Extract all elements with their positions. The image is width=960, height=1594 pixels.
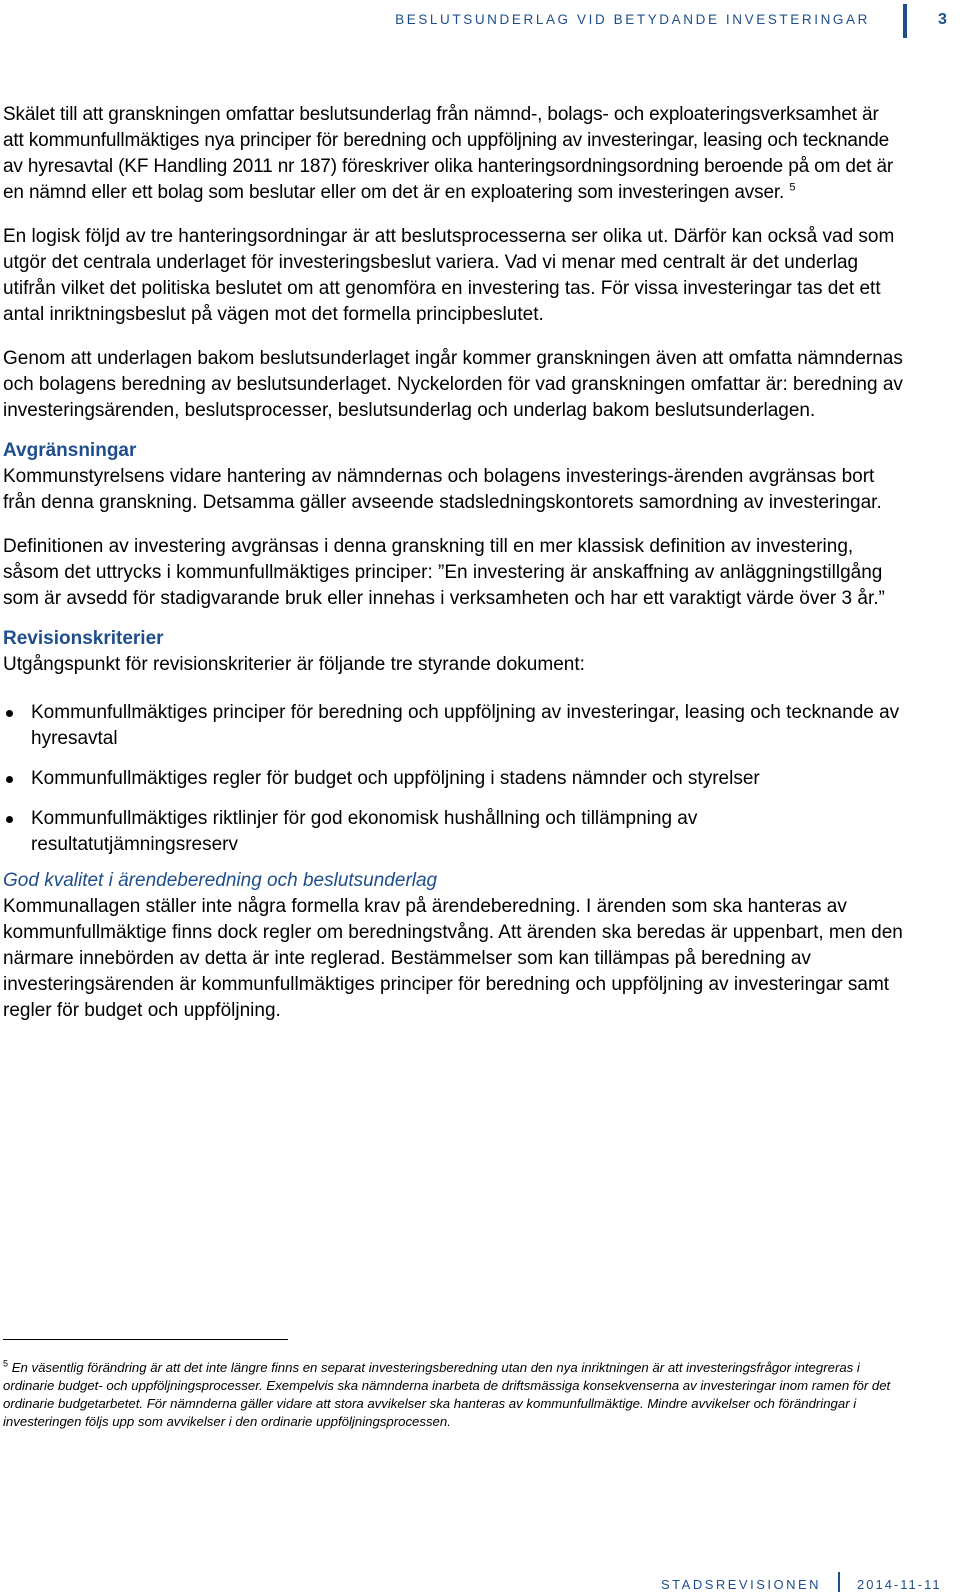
footnote-number: 5 — [3, 1358, 9, 1369]
document-body — [3, 102, 903, 1042]
paragraph-1-text: Skälet till att granskningen omfattar beslutsunderlag från nämnd-, bolags- och exploateringsverksamhet är att kommunfullmäktiges nya principer för beredning och uppföljning av investeringar, leasing och tecknande av hyresavtal (KF Handling 2011 nr 187) föreskriver olika hanteringsordningsordning beroende på om det är en nämnd eller ett bolag som beslutar eller om det är en exploatering som investeringen avser. — [3, 104, 894, 203]
bullet-icon — [6, 816, 13, 823]
paragraph-1 — [3, 102, 903, 206]
paragraph-6: Utgångspunkt för revisionskriterier är följande tre styrande dokument: — [3, 654, 585, 675]
footer-date: 2014-11-11 — [857, 1577, 942, 1592]
list-item: Kommunfullmäktiges principer för beredning och uppföljning av investeringar, leasing och tecknande av hyresavtal — [3, 700, 903, 752]
page-number: 3 — [938, 11, 947, 28]
bullet-icon — [6, 710, 13, 717]
footnote-reference: 5 — [789, 181, 796, 194]
paragraph-3: Genom att underlagen bakom beslutsunderlaget ingår kommer granskningen även att omfatta nämndernas och bolagens beredning av beslutsunderlaget. Nyckelorden för vad granskningen omfattar är: beredning av investeringsärenden, beslutsprocesser, beslutsunderlag och underlag bakom beslutsunderlagen. — [3, 348, 903, 421]
footnote-text: En väsentlig förändring är att det inte längre finns en separat investeringsberedning utan den nya inriktningen är att investeringsfrågor integreras i ordinarie budget- och uppföljningsprocesser. Exempelvis ska nämnderna inarbeta de driftsmässiga konsekvenserna av investeringar inom ramen för det ordinarie budgetarbetet. För nämnderna gäller vidare att stora avvikelser ska hanteras av kommunfullmäktige. Mindre avvikelser och förändringar i investeringen följs upp som avvikelser i den ordinarie uppföljningsprocessen. — [3, 1360, 891, 1429]
heading-avgransningar: Avgränsningar — [3, 440, 137, 461]
footer-organization: STADSREVISIONEN — [661, 1577, 822, 1592]
paragraph-4: Kommunstyrelsens vidare hantering av nämndernas och bolagens investerings-ärenden avgränsas bort från denna granskning. Detsamma gäller avseende stadsledningskontorets samordning av investeringar. — [3, 466, 882, 513]
footnote — [3, 1359, 893, 1431]
paragraph-5: Definitionen av investering avgränsas i denna granskning till en mer klassisk definition av investering, såsom det uttrycks i kommunfullmäktiges principer: ”En investering är anskaffning av anläggningstillgång som är avsedd för stadigvarande bruk eller innehas i verksamheten och har ett varaktigt värde över 3 år.” — [3, 536, 885, 609]
header-divider — [903, 4, 907, 38]
paragraph-2: En logisk följd av tre hanteringsordningar är att beslutsprocesserna ser olika ut. Därför kan också vad som utgör det centrala underlaget för investeringsbeslut variera. Vad vi menar med centralt är det underlag utifrån vilket det politiska beslutet om att genomföra en investering tas. För vissa investeringar tas det ett antal inriktningsbeslut på vägen mot det formella principbeslutet. — [3, 226, 895, 325]
heading-revisionskriterier: Revisionskriterier — [3, 628, 164, 649]
paragraph-7: Kommunallagen ställer inte några formella krav på ärendeberedning. I ärenden som ska hanteras av kommunfullmäktige finns dock regler om beredningstvång. Att ärenden ska beredas är uppenbart, men den närmare innebörden av detta är inte reglerad. Bestämmelser som kan tillämpas på beredning av investeringsärenden är kommunfullmäktiges principer för beredning och uppföljning av investeringar samt regler för budget och uppföljning. — [3, 896, 903, 1021]
footer-divider — [838, 1572, 840, 1592]
bullet-icon — [6, 776, 13, 783]
list-item: Kommunfullmäktiges riktlinjer för god ekonomisk hushållning och tillämpning av resultatutjämningsreserv — [3, 806, 903, 858]
footnote-divider — [3, 1339, 288, 1340]
criteria-list — [3, 700, 903, 858]
subheading-god-kvalitet: God kvalitet i ärendeberedning och beslutsunderlag — [3, 870, 438, 891]
page-header-title: BESLUTSUNDERLAG VID BETYDANDE INVESTERINGAR — [395, 12, 870, 27]
list-item: Kommunfullmäktiges regler för budget och uppföljning i stadens nämnder och styrelser — [3, 766, 903, 792]
